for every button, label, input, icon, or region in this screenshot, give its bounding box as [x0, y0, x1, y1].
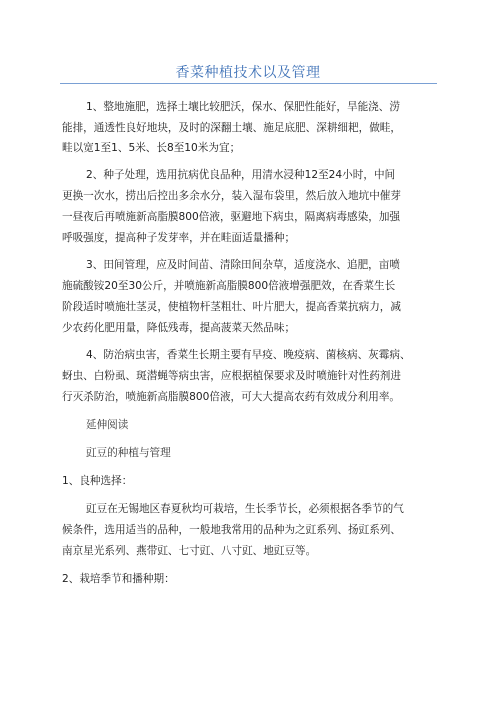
- paragraph-1-line-1: 1、整地施肥，选择土壤比较肥沃，保水、保肥性能好，旱能浇、涝: [86, 101, 400, 113]
- paragraph-5-line-2: 候条件，选用适当的品种，一般地我常用的品种为之豇系列、扬豇系列、: [62, 524, 401, 536]
- section-heading: 豇豆的种植与管理: [86, 447, 171, 459]
- paragraph-2-line-1: 2、种子处理，选用抗病优良品种，用清水浸种12至24小时，中间: [86, 169, 396, 181]
- paragraph-3-line-3: 阶段适时喷施壮茎灵，使植物杆茎粗壮、叶片肥大，提高香菜抗病力，减: [62, 301, 401, 313]
- paragraph-3-line-4: 少农药化肥用量，降低残毒，提高菠菜天然品味；: [62, 322, 296, 334]
- subheading-1: 1、良种选择：: [62, 475, 133, 487]
- paragraph-5-line-3: 南京星光系列、燕带豇、七寸豇、八寸豇、地豇豆等。: [62, 545, 317, 557]
- extended-reading-heading: 延伸阅读: [86, 419, 129, 431]
- paragraph-2-line-3: 一昼夜后再喷施新高脂膜800倍液，驱避地下病虫，隔离病毒感染，加强: [62, 211, 401, 223]
- paragraph-4-line-2: 蚜虫、白粉虱、斑潜蝇等病虫害，应根据植保要求及时喷施针对性药剂进: [62, 370, 401, 382]
- subheading-2: 2、栽培季节和播种期：: [62, 573, 175, 585]
- paragraph-3-line-1: 3、田间管理，应及时间苗、清除田间杂草，适度浇水、追肥，亩喷: [86, 259, 400, 271]
- paragraph-4-line-3: 行灭杀防治，喷施新高脂膜800倍液，可大大提高农药有效成分利用率。: [62, 391, 401, 403]
- paragraph-2-line-4: 呼吸强度，提高种子发芽率，并在畦面适量播种；: [62, 232, 296, 244]
- paragraph-1-line-3: 畦以宽1至1、5米、长8至10米为宜；: [62, 142, 241, 154]
- paragraph-3-line-2: 施硫酸铵20至30公斤，并喷施新高脂膜800倍液增强肥效，在香菜生长: [62, 280, 396, 292]
- paragraph-2-line-2: 更换一次水，捞出后控出多余水分，装入湿布袋里，然后放入地坑中催芽: [62, 190, 401, 202]
- paragraph-4-line-1: 4、防治病虫害，香菜生长期主要有早疫、晚疫病、菌核病、灰霉病、: [86, 349, 411, 361]
- paragraph-5-line-1: 豇豆在无锡地区春夏秋均可栽培，生长季节长，必须根据各季节的气: [86, 503, 404, 515]
- document-title: 香菜种植技术以及管理: [175, 65, 321, 81]
- title-divider: [60, 83, 437, 84]
- paragraph-1-line-2: 能排，通透性良好地块，及时的深翻土壤、施足底肥、深耕细耙，做畦，: [62, 122, 401, 134]
